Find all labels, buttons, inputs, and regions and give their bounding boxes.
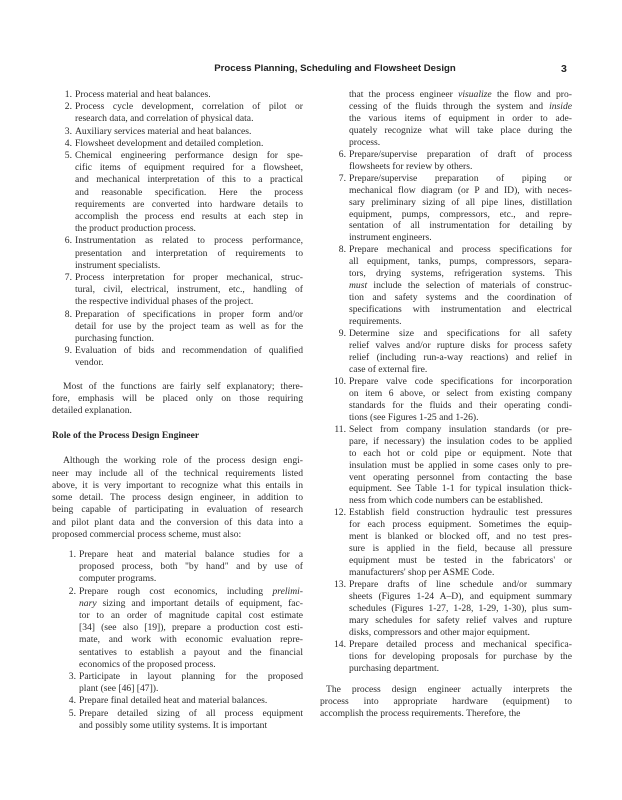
list-item (52, 549, 303, 586)
text-line: tural, civil, electrical, instrument, etc., handling of (75, 284, 303, 296)
text-line: tors, drying systems, refrigeration systems. This (349, 268, 572, 280)
text-line: the product production process. (75, 223, 196, 235)
text-line: and mechanical interpretation of this to a practical (75, 174, 303, 186)
text-line: to each hot or cold pipe or equipment. Note that (349, 447, 572, 459)
text-line (79, 598, 303, 610)
list-item (320, 173, 572, 245)
text-line: plant (see [46] [47]). (79, 683, 159, 695)
list-item-number: 1. (68, 548, 76, 560)
page-number: 3 (561, 63, 567, 75)
list-item-number: 9. (338, 328, 346, 340)
list-item-number: 3. (68, 670, 76, 682)
list-item-number: 9. (64, 345, 72, 357)
duties-list-right (320, 149, 572, 675)
text-line: process into appropriate hardware (equipment) to (320, 695, 572, 707)
text-line: mary schedules for safety relief valves and rupture (349, 614, 572, 626)
text-line: for each process equipment. Sometimes the equip- (349, 519, 572, 531)
list-item (320, 579, 572, 639)
text-line (349, 280, 572, 292)
text-line: sentatives to establish a payout and the financial (79, 646, 303, 658)
text-line: ness from which code numbers can be established. (349, 495, 543, 507)
text-line: Auxiliary services material and heat balances. (75, 125, 252, 137)
text-line: instrument engineers. (349, 232, 432, 244)
text-line: Prepare heat and material balance studies for a (79, 548, 303, 560)
list-item-number: 5. (64, 150, 72, 162)
text-line: accomplish the process end results at each step in (75, 211, 303, 223)
list-item-number: 13. (334, 579, 346, 591)
text-line: all equipment, tanks, pumps, compressors, separa- (349, 256, 572, 268)
text-line: mate, and work with economic evaluation repre- (79, 634, 303, 646)
list-item (52, 309, 303, 346)
text-line: Prepare detailed sizing of all process equipment (79, 707, 303, 719)
section-heading: Role of the Process Design Engineer (52, 430, 200, 442)
text-line: above, it is very important to recognize what this entails in (52, 479, 303, 491)
text-line: being capable of participating in evaluation of research (52, 504, 303, 516)
list-item-number: 6. (64, 235, 72, 247)
list-item (52, 126, 303, 138)
list-item-number: 8. (64, 308, 72, 320)
text-line: [34] (see also [19]), prepare a production cost esti- (79, 622, 303, 634)
paragraph-role (52, 455, 303, 540)
text-line: and pilot plant data and the conversion of this data into a (52, 516, 303, 528)
text-segment: that the process engineer (349, 89, 459, 100)
list-item (320, 376, 572, 424)
list-item (52, 671, 303, 695)
text-line (349, 89, 572, 101)
list-item-number: 11. (334, 423, 346, 435)
list-item-number: 4. (64, 137, 72, 149)
text-line: Establish field construction hydraulic test pressures (349, 507, 572, 519)
text-line: proposed commercial process scheme, must also: (52, 528, 242, 540)
text-segment: sizing and important details of equipment, fac- (96, 597, 303, 609)
text-line: detailed explanation. (52, 405, 132, 417)
text-line: neer may include all of the technical requirements listed (52, 467, 303, 479)
text-line: computer programs. (79, 573, 157, 585)
text-line: Prepare final detailed heat and material balances. (79, 695, 268, 707)
running-header-title: Process Planning, Scheduling and Flowsheet Design (214, 63, 456, 74)
list-item-number: 7. (64, 272, 72, 284)
text-line: presentation and interpretation of requirements to (75, 247, 303, 259)
list-item (52, 695, 303, 707)
text-line: pare, if necessary) the insulation codes to be applied (349, 435, 572, 447)
list-item (320, 244, 572, 328)
duty-5-continuation (320, 89, 572, 149)
list-item-number: 4. (68, 695, 76, 707)
text-line: Prepare/supervise preparation of piping or (349, 172, 572, 184)
text-line: specifications with instrumentation and electrical (349, 304, 572, 316)
list-item (52, 586, 303, 671)
text-line: Chemical engineering performance design for spe- (75, 150, 303, 162)
text-line: Flowsheet development and detailed completion. (75, 137, 264, 149)
text-line: relief (including run-a-way reactions) and relief in (349, 351, 572, 363)
text-line: vent operating personnel from contacting the base (349, 471, 572, 483)
text-line: vendor. (75, 357, 104, 369)
text-line: instrument specialists. (75, 259, 161, 271)
text-segment: cessing of the fluids through the system and (349, 100, 550, 112)
text-line: and reasonable specification. Here the process (75, 186, 303, 198)
text-line (349, 101, 572, 113)
list-item-number: 1. (64, 89, 72, 100)
text-line: schedules (Figures 1-27, 1-28, 1-29, 1-30), plus sum- (349, 602, 572, 614)
list-item-number: 14. (334, 638, 346, 650)
text-line: manufacturers' shop per ASME Code. (349, 567, 495, 579)
text-line: Participate in layout planning for the proposed (79, 670, 303, 682)
text-segment: the flow and pro- (491, 89, 572, 100)
paragraph-hardware (320, 684, 572, 720)
list-item-number: 10. (334, 375, 346, 387)
emphasis-text: nary (79, 597, 97, 609)
text-line: Instrumentation as related to process performance, (75, 235, 303, 247)
list-item (320, 424, 572, 508)
list-item (320, 328, 572, 376)
text-line: and possibly some utility systems. It is important (79, 719, 268, 731)
list-item-number: 2. (68, 585, 76, 597)
text-line: equipment, pumps, compressors, etc., and repre- (349, 208, 572, 220)
text-line: The process design engineer actually interprets the (326, 683, 572, 695)
text-line: the respective individual phases of the project. (75, 296, 254, 308)
text-line: sheets (Figures 1-24 A–D), and equipment summary (349, 591, 572, 603)
functions-list (52, 89, 303, 370)
text-line: the various items of equipment in order to ade- (349, 112, 572, 124)
text-line: fore, emphasis will be placed only on those requiring (52, 392, 303, 404)
emphasis-text: visualize (458, 89, 492, 100)
text-line: on item 6 above, or select from existing company (349, 387, 572, 399)
emphasis-text: inside (549, 100, 572, 112)
list-item (52, 345, 303, 369)
text-line: economics of the proposed process. (79, 658, 216, 670)
text-line: some detail. The process design engineer, in addition to (52, 492, 303, 504)
list-item (320, 149, 572, 173)
text-line: tor to an order of magnitude capital cost estimate (79, 609, 303, 621)
list-item (52, 235, 303, 272)
text-line: requirements are converted into hardware details to (75, 198, 303, 210)
text-line: Although the working role of the process design engi- (63, 455, 303, 467)
text-line: Process interpretation for proper mechanical, struc- (75, 272, 303, 284)
emphasis-text: must (349, 280, 368, 292)
text-line: accomplish the process requirements. Therefore, the (320, 707, 521, 719)
text-line: Prepare valve code specifications for incorporation (349, 375, 572, 387)
text-line: requirements. (349, 316, 402, 328)
text-line: Prepare detailed process and mechanical specifica- (349, 638, 572, 650)
text-line: Preparation of specifications in proper form and/or (75, 308, 303, 320)
text-line: flowsheets for review by others. (349, 160, 473, 172)
list-item (320, 639, 572, 675)
text-line: sentation of all instrumentation for detailing by (349, 220, 572, 232)
text-line: detail for use by the project team as well as for the (75, 320, 303, 332)
text-line: relief valves and/or rupture disks for process safety (349, 340, 572, 352)
text-segment: include the selection of materials of construc- (367, 280, 572, 292)
text-line (79, 586, 303, 598)
list-item (52, 150, 303, 235)
text-line: tions for developing proposals for purchase by the (349, 650, 572, 662)
text-line: Select from company insulation standards (or pre- (349, 423, 572, 435)
text-line: standards for the fluids and their operating condi- (349, 399, 572, 411)
text-line: Evaluation of bids and recommendation of qualified (75, 345, 303, 357)
right-column (320, 89, 572, 720)
text-line: sary preliminary sizing of all pipe lines, distillation (349, 196, 572, 208)
list-item-number: 2. (64, 101, 72, 113)
text-line: mechanical flow diagram (or P and ID), with neces- (349, 184, 572, 196)
text-line: quately recognize what will take place during the (349, 124, 572, 136)
emphasis-text: prelimi- (272, 585, 303, 597)
list-item (52, 272, 303, 309)
running-header (0, 63, 622, 77)
text-line: tions (see Figures 1-25 and 1-26). (349, 411, 479, 423)
list-item-number: 5. (68, 707, 76, 719)
list-item-number: 3. (64, 125, 72, 137)
text-line: ment is blanked or blocked off, and no test pres- (349, 531, 572, 543)
text-line: sure is applied in the field, because all pressure (349, 543, 572, 555)
list-item-number: 12. (334, 507, 346, 519)
text-line: Process cycle development, correlation of pilot or (75, 101, 303, 113)
text-line: insulation must be applied in some cases only to pre- (349, 459, 572, 471)
text-line: Most of the functions are fairly self explanatory; there- (63, 380, 303, 392)
text-line: Process material and heat balances. (75, 89, 211, 100)
duties-list-left (52, 549, 303, 732)
text-segment: Prepare rough cost economics, including (79, 585, 273, 597)
list-item-number: 8. (338, 244, 346, 256)
text-line: research data, and correlation of physical data. (75, 113, 254, 125)
text-line: disks, compressors and other major equipment. (349, 626, 530, 638)
left-column (52, 89, 303, 732)
list-item (52, 708, 303, 732)
text-line: Determine size and specifications for all safety (349, 328, 572, 340)
text-line: Prepare drafts of line schedule and/or summary (349, 579, 572, 591)
text-line: case of external fire. (349, 363, 428, 375)
list-item (52, 138, 303, 150)
text-line: cific items of equipment required for a flowsheet, (75, 162, 303, 174)
text-line: Prepare/supervise preparation of draft of process (349, 148, 572, 160)
text-line: Prepare mechanical and process specifications for (349, 244, 572, 256)
text-line: equipment. See Table 1-1 for typical insulation thick- (349, 483, 572, 495)
text-line: process. (349, 136, 381, 148)
text-line: proposed process, both "by hand" and by use of (79, 561, 303, 573)
list-item (52, 101, 303, 125)
list-item (52, 89, 303, 101)
list-item-number: 6. (338, 148, 346, 160)
list-item-number: 7. (338, 172, 346, 184)
text-line: purchasing function. (75, 333, 154, 345)
text-line: purchasing department. (349, 662, 440, 674)
list-item (320, 507, 572, 579)
paragraph-functions-note (52, 381, 303, 418)
text-line: tion and safety systems and the coordination of (349, 292, 572, 304)
text-line: equipment must be tested in the fabricators' or (349, 555, 572, 567)
